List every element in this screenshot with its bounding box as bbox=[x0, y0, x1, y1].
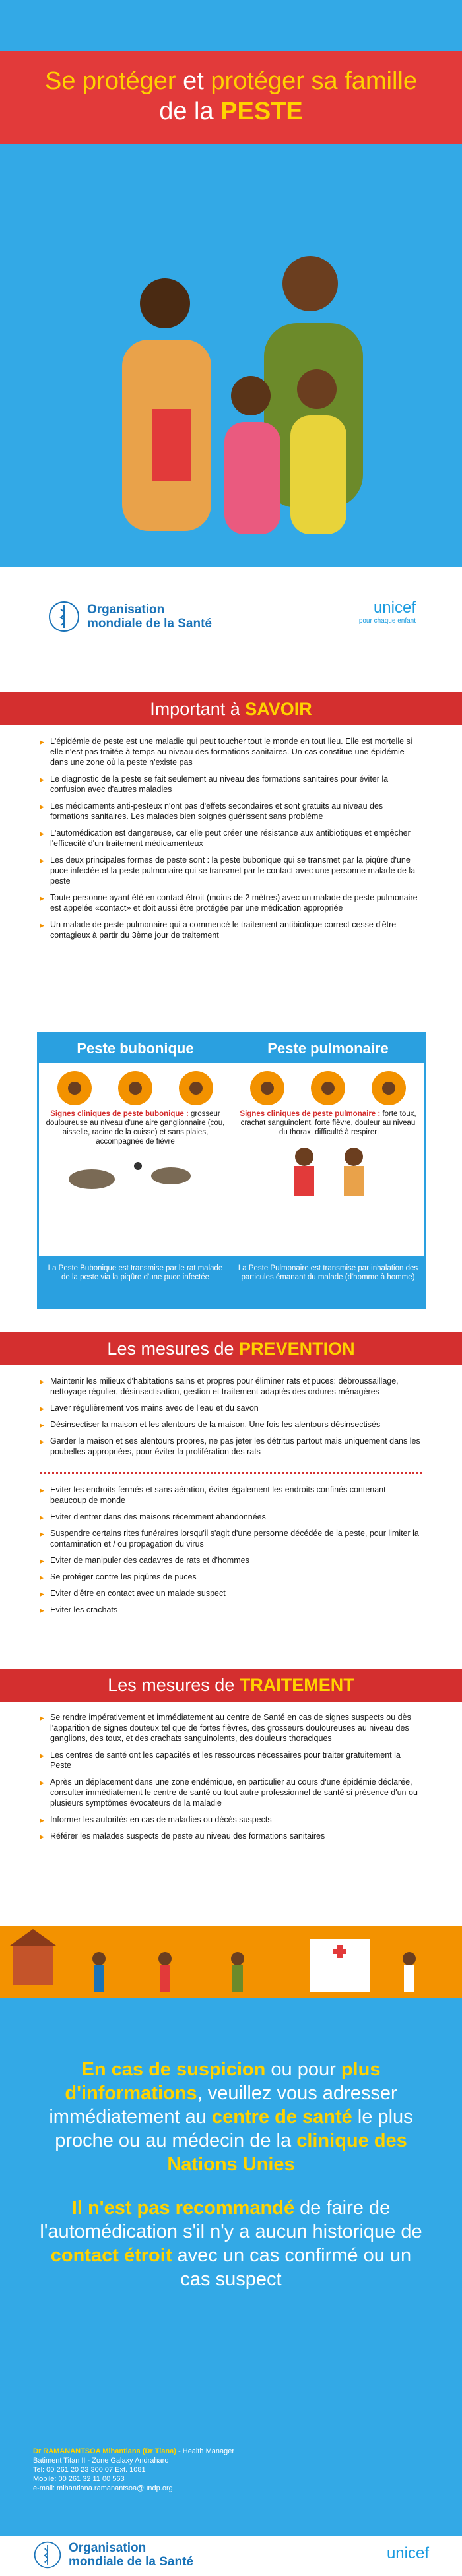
prevention-banner bbox=[0, 1332, 462, 1365]
title-band bbox=[0, 51, 462, 144]
oms-line-1: Organisation bbox=[87, 603, 165, 617]
hero bbox=[0, 0, 462, 567]
list-item: ▶ Garder la maison et ses alentours propres, ne pas jeter les détritus partout mais uniquement dans les poubelles appropriées, pour éviter la prolifération des rats bbox=[40, 1436, 422, 1457]
final-text: le plus proche ou au médecin de la bbox=[55, 2106, 413, 2151]
list-item: ▶ Se rendre impérativement et immédiatement au centre de Santé en cas de signes suspects ou dès l'apparition de signes douteux tel que de fortes fièvres, des grosseurs douloureuses au niveau des ganglions, des toux, et des crachats sanguinolents, des douleurs thoraciques bbox=[40, 1712, 422, 1744]
list-item: ▶ Eviter d'être en contact avec un malade suspect bbox=[40, 1588, 422, 1599]
list-item: ▶ Les médicaments anti-pesteux n'ont pas d'effets secondaires et sont gratuits au niveau des formations sanitaires. Les malades bien soignés guérissent sans problème bbox=[40, 801, 422, 822]
unicef-logo bbox=[359, 599, 416, 625]
list-item: ▶ Référer les malades suspects de peste au niveau des formations sanitaires bbox=[40, 1831, 422, 1841]
contact-email: e-mail: mihantiana.ramanantsoa@undp.org bbox=[33, 2484, 173, 2492]
title-line-1 bbox=[0, 66, 462, 96]
list-item: ▶ Désinsectiser la maison et les alentours de la maison. Une fois les alentours désinsectisés bbox=[40, 1419, 422, 1430]
prevention-panel bbox=[0, 1332, 462, 1669]
content-area bbox=[0, 666, 462, 2576]
prevention-list-b bbox=[0, 1482, 462, 1628]
banner-prefix: Les mesures de bbox=[107, 1339, 234, 1359]
oms-line-1: Organisation bbox=[69, 2541, 147, 2555]
bubonic-column bbox=[39, 1034, 232, 1307]
plague-types-box bbox=[37, 1032, 426, 1309]
title-part-2: protéger sa famille bbox=[211, 67, 417, 95]
list-item: ▶ Suspendre certains rites funéraires lorsqu'il s'agit d'une personne décédée de la peste, pour limiter la contamination et / ou propagation du virus bbox=[40, 1528, 422, 1549]
final-text: ou pour bbox=[265, 2059, 341, 2080]
unicef-tagline: pour chaque enfant bbox=[358, 617, 416, 625]
pulmonary-icons bbox=[232, 1063, 424, 1109]
pulmonary-signs-label: Signes cliniques de peste pulmonaire : bbox=[240, 1110, 381, 1118]
final-text: avec un cas confirmé ou un cas suspect bbox=[172, 2245, 412, 2290]
title-peste: PESTE bbox=[220, 98, 303, 125]
logo-band bbox=[0, 567, 462, 666]
oms-logo bbox=[48, 600, 212, 633]
neck-swelling-icon bbox=[57, 1071, 92, 1105]
list-item: ▶ Eviter de manipuler des cadavres de rats et d'hommes bbox=[40, 1555, 422, 1566]
suspicion-message bbox=[40, 2058, 422, 2176]
bubonic-title: Peste bubonique bbox=[39, 1034, 232, 1063]
dotted-divider bbox=[40, 1472, 422, 1474]
list-item: ▶ Maintenir les milieux d'habitations sains et propres pour éliminer rats et puces: débroussaillage, nettoyage régulier, désinsectisation, gestion et traitement adaptés des ordures ménagères bbox=[40, 1376, 422, 1397]
oms-line-2: mondiale de la Santé bbox=[69, 2555, 193, 2569]
list-item: ▶ Informer les autorités en cas de maladies ou décès suspects bbox=[40, 1814, 422, 1825]
final-text: , veuillez vous adresser immédiatement au bbox=[49, 2083, 397, 2128]
contact-address: Batiment Titan II - Zone Galaxy Andraharo bbox=[33, 2457, 169, 2465]
title-mid: et bbox=[183, 67, 204, 95]
oms-emblem-icon bbox=[33, 2540, 62, 2569]
oms-logo-bottom bbox=[33, 2540, 193, 2569]
list-item: ▶ Les centres de santé ont les capacités et les ressources nécessaires pour traiter gratuitement la Peste bbox=[40, 1750, 422, 1771]
title-part-1: Se protéger bbox=[45, 67, 176, 95]
rat-flea-illustration bbox=[39, 1146, 232, 1206]
bottom-logos bbox=[0, 2536, 462, 2576]
treatment-banner bbox=[0, 1669, 462, 1702]
title-prefix: de la bbox=[159, 98, 214, 125]
armpit-swelling-icon bbox=[118, 1071, 152, 1105]
treatment-list bbox=[0, 1702, 462, 1854]
fever-icon bbox=[311, 1071, 345, 1105]
pulmonary-signs bbox=[232, 1109, 424, 1137]
important-banner bbox=[0, 692, 462, 725]
list-item: ▶ L'automédication est dangereuse, car elle peut créer une résistance aux antibiotiques et empêcher l'efficacité d'un traitement médicamenteux bbox=[40, 828, 422, 849]
bubonic-transmission: La Peste Bubonique est transmise par le rat malade de la peste via la piqûre d'une puce infectée bbox=[39, 1256, 232, 1307]
chest-pain-icon bbox=[372, 1071, 406, 1105]
final-un-clinic: clinique des Nations Unies bbox=[167, 2130, 407, 2175]
unicef-word: unicef bbox=[373, 599, 416, 617]
title-line-2 bbox=[0, 96, 462, 127]
contact-name: Dr RAMANANTSOA Mihantiana (Dr Tiana) bbox=[33, 2447, 176, 2455]
banner-prefix: Les mesures de bbox=[108, 1675, 235, 1695]
pulmonary-column bbox=[232, 1034, 424, 1307]
banner-prefix: Important à bbox=[150, 699, 240, 719]
list-item: ▶ Les deux principales formes de peste sont : la peste bubonique qui se transmet par la piqûre d'une puce infectée et la peste pulmonaire qui se transmet par le contact avec une personne malade de la peste bbox=[40, 855, 422, 886]
banner-bold: TRAITEMENT bbox=[239, 1675, 354, 1695]
final-text: de faire de l'automédication s'il n'y a aucun historique de bbox=[40, 2197, 422, 2242]
list-item: ▶ Eviter d'entrer dans des maisons récemment abandonnées bbox=[40, 1512, 422, 1522]
list-item: ▶ Le diagnostic de la peste se fait seulement au niveau des formations sanitaires pour éviter la confusion avec d'autres maladies bbox=[40, 774, 422, 795]
bubonic-icons bbox=[39, 1063, 232, 1109]
final-close-contact: contact étroit bbox=[50, 2245, 172, 2266]
prevention-list-a bbox=[0, 1365, 462, 1469]
banner-bold: SAVOIR bbox=[245, 699, 312, 719]
list-item: ▶ L'épidémie de peste est une maladie qui peut toucher tout le monde en tout lieu. Elle est mortelle si elle n'est pas traitée à temps au niveau des formations sanitaires. Un cas constitue une épidémie dans une zone où la peste n'existe pas bbox=[40, 736, 422, 768]
pulmonary-transmission: La Peste Pulmonaire est transmise par inhalation des particules émanant du malade (d'homme à homme) bbox=[232, 1256, 424, 1307]
final-info: plus d'informations bbox=[65, 2059, 381, 2104]
list-item: ▶ Eviter les endroits fermés et sans aération, éviter également les endroits confinés contenant beaucoup de monde bbox=[40, 1485, 422, 1506]
important-list bbox=[0, 725, 462, 953]
self-medication-message bbox=[40, 2196, 422, 2291]
unicef-word: unicef bbox=[386, 2544, 429, 2562]
treatment-panel bbox=[0, 1669, 462, 1926]
final-not-recommended: Il n'est pas recommandé bbox=[71, 2197, 295, 2219]
oms-line-2: mondiale de la Santé bbox=[87, 617, 212, 630]
list-item: ▶ Après un déplacement dans une zone endémique, en particulier au cours d'une épidémie déclarée, consulter immédiatement le centre de santé ou tout autre professionnel de santé si présence d'un ou plusieurs symptômes évocateurs de la maladie bbox=[40, 1777, 422, 1808]
contact-phone: Tel: 00 261 20 23 300 07 Ext. 1081 bbox=[33, 2466, 146, 2474]
cough-icon bbox=[250, 1071, 284, 1105]
list-item: ▶ Se protéger contre les piqûres de puces bbox=[40, 1572, 422, 1582]
pulmonary-signs-text: forte toux, crachat sanguinolent, forte fièvre, douleur au niveau du thorax, difficulté à respirer bbox=[240, 1110, 416, 1136]
person-to-person-illustration bbox=[232, 1137, 424, 1196]
contact-block bbox=[33, 2447, 234, 2493]
important-panel bbox=[0, 666, 462, 1332]
list-item: ▶ Eviter les crachats bbox=[40, 1605, 422, 1615]
pulmonary-title: Peste pulmonaire bbox=[232, 1034, 424, 1063]
bubonic-signs-label: Signes cliniques de peste bubonique : bbox=[50, 1110, 189, 1118]
contact-mobile: Mobile: 00 261 32 11 00 563 bbox=[33, 2475, 125, 2483]
final-suspicion: En cas de suspicion bbox=[81, 2059, 266, 2080]
list-item: ▶ Laver régulièrement vos mains avec de l'eau et du savon bbox=[40, 1403, 422, 1413]
groin-swelling-icon bbox=[179, 1071, 213, 1105]
unicef-logo-bottom bbox=[387, 2544, 429, 2563]
list-item: ▶ Toute personne ayant été en contact étroit (moins de 2 mètres) avec un malade de peste pulmonaire est appelée «contact» et doit aussi être protégée par une médication appropriée bbox=[40, 892, 422, 913]
contact-role: - Health Manager bbox=[176, 2447, 235, 2455]
bubonic-signs bbox=[39, 1109, 232, 1146]
community-illustration bbox=[0, 1926, 462, 1998]
banner-bold: PREVENTION bbox=[239, 1339, 355, 1359]
oms-emblem-icon bbox=[48, 600, 81, 633]
list-item: ▶ Un malade de peste pulmonaire qui a commencé le traitement antibiotique correct cesse d'être contagieux à partir du 3ème jour de traitement bbox=[40, 919, 422, 940]
bubonic-signs-text: grosseur douloureuse au niveau d'une aire ganglionnaire (cou, aisselle, racine de la cuisse) et sans plaies, accompagnée de fièvre bbox=[46, 1110, 225, 1146]
final-health-center: centre de santé bbox=[211, 2106, 352, 2128]
